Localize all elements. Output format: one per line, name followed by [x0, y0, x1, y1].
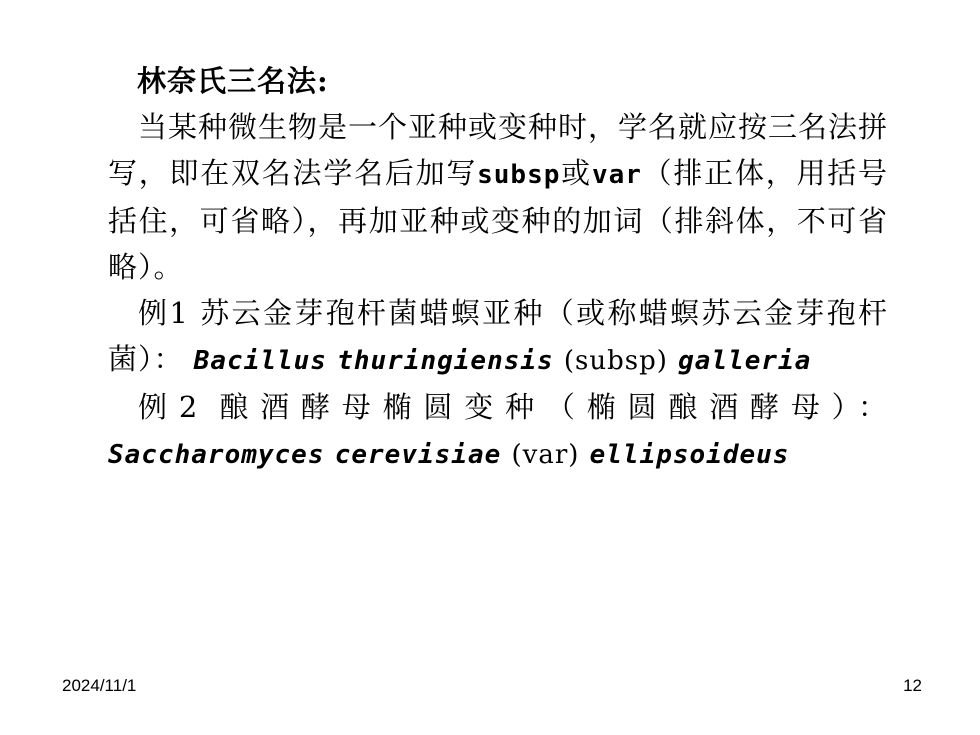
- example2-variety: ellipsoideus: [589, 440, 790, 470]
- footer-date: 2024/11/1: [62, 676, 137, 695]
- heading: 林奈氏三名法:: [137, 64, 329, 98]
- example1-label: 例1 苏云金芽孢杆菌蜡螟亚种（或称蜡螟苏云金芽孢杆菌）：: [108, 296, 888, 376]
- example1-subspecies: galleria: [678, 346, 812, 376]
- example-2: [108, 384, 888, 478]
- page-number: 12: [903, 676, 922, 695]
- para1-text2: 或: [560, 156, 592, 190]
- slide-body: [108, 58, 888, 478]
- example1-rank: (subsp): [563, 346, 668, 376]
- example2-rank: (var): [511, 440, 580, 470]
- example2-species: cerevisiae: [334, 440, 502, 470]
- para1-text3: （排正体，用括号括住，可省略），再加亚种或变种的加词（排斜体，不可省略）。: [108, 156, 888, 284]
- example1-species: thuringiensis: [337, 346, 554, 376]
- example2-label: 例2 酿酒酵母椭圆变种（椭圆酿酒酵母）：: [138, 390, 888, 424]
- example-1: [108, 290, 888, 384]
- example2-genus: Saccharomyces: [108, 440, 325, 470]
- paragraph-trinomial-rule: [108, 104, 888, 290]
- example1-genus: Bacillus: [193, 346, 327, 376]
- term-var: var: [591, 160, 642, 190]
- term-subsp: subsp: [477, 160, 561, 190]
- para1-text1: 当某种微生物是一个亚种或变种时，学名就应按三名法拼写，即在双名法学名后加写: [108, 110, 889, 190]
